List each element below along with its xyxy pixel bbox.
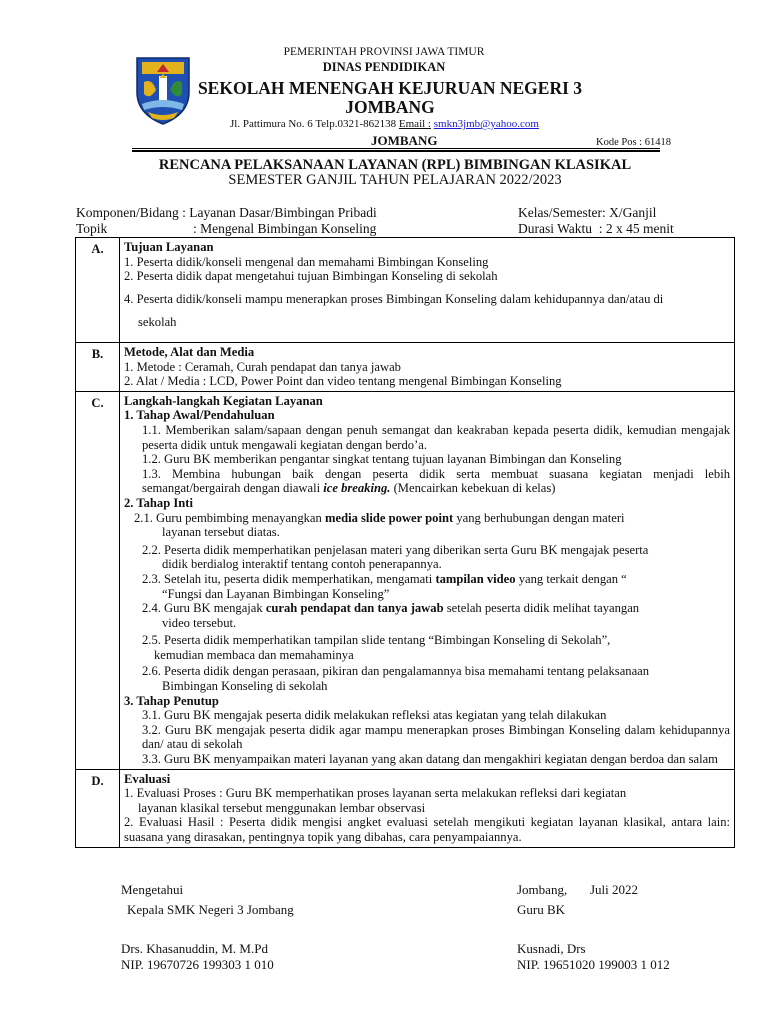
meta-durasi: Durasi Waktu : 2 x 45 menit [518, 221, 674, 236]
step-2-3-tail: yang terkait dengan “ [518, 571, 627, 586]
step-2-1 [124, 511, 730, 526]
step-2-1-cont: layanan tersebut diatas. [162, 525, 280, 540]
step-2-3-cont: “Fungsi dan Layanan Bimbingan Konseling” [162, 586, 390, 601]
list-item: 1. Peserta didik/konseli mengenal dan memahami Bimbingan Konseling [124, 254, 489, 269]
step-1-3-text: 1.3. Membina hubungan baik dengan peserta didik serta membuat suasana kegiatan menjadi lebih semangat/bergairah dengan diawali [142, 466, 730, 496]
sign-right-name: Kusnadi, Drs [517, 941, 586, 956]
email-link[interactable]: smkn3jmb@yahoo.com [433, 118, 539, 130]
step-2-1-tail: yang berhubungan dengan materi [456, 510, 625, 525]
address-text: Jl. Pattimura No. 6 Telp.0321-862138 [230, 118, 397, 130]
step-2-3-text: 2.3. Setelah itu, peserta didik memperhatikan, mengamati [142, 571, 433, 586]
section-b-content [120, 343, 735, 392]
step-2-5-cont: kemudian membaca dan memahaminya [154, 647, 354, 662]
department-line: DINAS PENDIDIKAN [322, 60, 446, 74]
step-2-5: 2.5. Peserta didik memperhatikan tampilan slide tentang “Bimbingan Konseling di Sekolah”, [142, 633, 611, 648]
meta-topik-label: Topik [76, 221, 108, 236]
school-name-line2: JOMBANG [345, 97, 435, 117]
meta-komponen: Komponen/Bidang : Layanan Dasar/Bimbingan Pribadi [76, 205, 377, 220]
step-3-1: 3.1. Guru BK mengajak peserta didik melakukan refleksi atas kegiatan yang telah dilakukan [142, 708, 607, 723]
stage-1-heading: 1. Tahap Awal/Pendahuluan [124, 408, 275, 423]
list-item: 2. Peserta didik dapat mengetahui tujuan Bimbingan Konseling di sekolah [124, 269, 498, 284]
stage-2-heading: 2. Tahap Inti [124, 495, 193, 510]
meta-topik-value: : Mengenal Bimbingan Konseling [193, 221, 377, 236]
stage-3-heading: 3. Tahap Penutup [124, 693, 219, 708]
header-divider-thick [132, 150, 660, 152]
step-1-2: 1.2. Guru BK memberikan pengantar singkat tentang tujuan layanan Bimbingan dan Konseling [142, 452, 622, 467]
step-3-3: 3.3. Guru BK menyampaikan materi layanan yang akan datang dan mengakhiri kegiatan dengan berdoa dan salam [142, 752, 718, 767]
section-b-title: Metode, Alat dan Media [124, 345, 255, 359]
section-b-row [76, 343, 735, 392]
sign-left-name: Drs. Khasanuddin, M. M.Pd [121, 941, 268, 956]
eval-process-cont: layanan klasikal tersebut menggunakan lembar observasi [138, 800, 426, 815]
step-2-3 [124, 572, 730, 587]
sign-left-nip: NIP. 19670726 199303 1 010 [121, 957, 274, 972]
list-item: 4. Peserta didik/konseli mampu menerapkan proses Bimbingan Konseling dalam kehidupannya dan/atau di [124, 291, 664, 306]
step-2-4-cont: video tersebut. [162, 615, 237, 630]
step-3-2: 3.2. Guru BK mengajak peserta didik agar mampu menerapkan proses Bimbingan Konseling dalam kehidupannya dan/ atau di sekolah [142, 722, 730, 752]
list-item: 2. Alat / Media : LCD, Power Point dan video tentang mengenal Bimbingan Konseling [124, 374, 562, 389]
section-c-row [76, 391, 735, 769]
section-d-title: Evaluasi [124, 771, 171, 786]
list-item: sekolah [138, 315, 177, 330]
section-d-content [120, 769, 735, 847]
step-2-1-emphasis: media slide power point [324, 510, 454, 525]
section-a-label: A. [76, 238, 120, 343]
sign-right-place-date: Jombang, Juli 2022 [517, 882, 638, 897]
meta-kelas: Kelas/Semester: X/Ganjil [518, 205, 657, 220]
document-title: RENCANA PELAKSANAAN LAYANAN (RPL) BIMBINGAN KLASIKAL [158, 157, 632, 173]
eval-process: 1. Evaluasi Proses : Guru BK memperhatikan proses layanan serta melakukan refleksi dari kegiatan [124, 786, 627, 801]
city-line: JOMBANG [371, 133, 438, 148]
section-a-title: Tujuan Layanan [124, 240, 214, 254]
letterhead [0, 0, 768, 170]
step-2-4-tail: setelah peserta didik melihat tayangan [446, 601, 640, 616]
email-label: Email : [398, 118, 431, 130]
section-c-title: Langkah-langkah Kegiatan Layanan [124, 393, 323, 408]
section-c-content [120, 391, 735, 769]
list-item: 1. Metode : Ceramah, Curah pendapat dan tanya jawab [124, 359, 401, 374]
step-1-3 [124, 467, 730, 496]
section-d-label: D. [76, 769, 120, 847]
section-d-row [76, 769, 735, 847]
section-b-label: B. [76, 343, 120, 392]
sign-left-title: Kepala SMK Negeri 3 Jombang [127, 902, 294, 917]
government-line: PEMERINTAH PROVINSI JAWA TIMUR [283, 46, 485, 58]
section-a-content [120, 238, 735, 343]
step-2-3-emphasis: tampilan video [435, 571, 516, 586]
eval-result: 2. Evaluasi Hasil : Peserta didik mengisi angket evaluasi setelah mengikuti kegiatan layanan klasikal, antara lain: suasana yang dirasakan, pentingnya topik yang dibahas, cara penyampaiannya. [124, 815, 730, 844]
sign-right-title: Guru BK [517, 902, 566, 917]
address-line [230, 118, 539, 130]
rpl-table [75, 237, 735, 848]
sign-left-mengetahui: Mengetahui [121, 882, 184, 897]
step-1-1: 1.1. Memberikan salam/sapaan dengan penuh semangat dan keakraban kepada peserta didik, kemudian mengajak peserta didik untuk mengawali kegiatan dengan berdo’a. [142, 422, 730, 452]
ice-breaking-term: ice breaking. [323, 481, 391, 496]
document-subtitle: SEMESTER GANJIL TAHUN PELAJARAN 2022/2023 [228, 172, 562, 188]
step-2-4-emphasis: curah pendapat dan tanya jawab [265, 601, 444, 616]
step-2-6-cont: Bimbingan Konseling di sekolah [162, 679, 328, 694]
step-2-4 [124, 601, 730, 616]
step-1-3-note: (Mencairkan kebekuan di kelas) [393, 481, 556, 496]
step-2-2-cont: didik berdialog interaktif tentang contoh penerapannya. [162, 557, 442, 572]
step-2-6: 2.6. Peserta didik dengan perasaan, pikiran dan pengalamannya bisa memahami tentang pelaksanaan [142, 664, 650, 679]
step-2-4-text: 2.4. Guru BK mengajak [142, 601, 263, 616]
header-divider-thin [132, 148, 660, 149]
step-2-1-text: 2.1. Guru pembimbing menayangkan [134, 510, 322, 525]
section-a-row [76, 238, 735, 343]
step-2-2: 2.2. Peserta didik memperhatikan penjelasan materi yang diberikan serta Guru BK mengajak peserta [142, 542, 649, 557]
sign-right-nip: NIP. 19651020 199003 1 012 [517, 957, 670, 972]
school-name-line1: SEKOLAH MENENGAH KEJURUAN NEGERI 3 [197, 78, 583, 98]
postal-code: Kode Pos : 61418 [596, 137, 671, 148]
section-c-label: C. [76, 391, 120, 769]
